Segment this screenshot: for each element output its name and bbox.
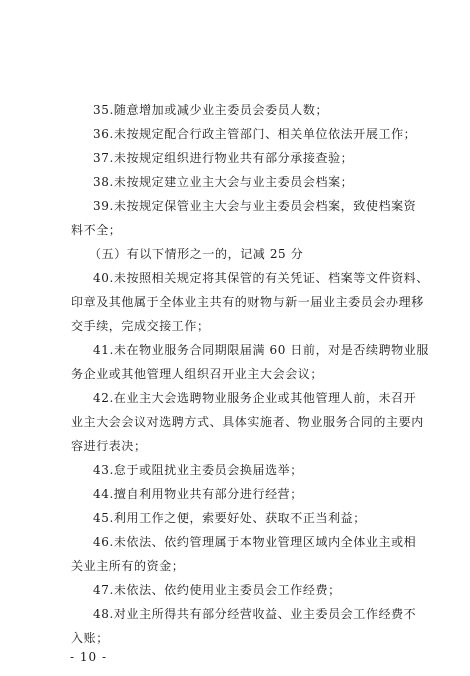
item-43: 43.怠于或阻扰业主委员会换届选举；	[93, 463, 303, 477]
item-39: 39.未按规定保管业主大会与业主委员会档案，致使档案资	[93, 199, 417, 213]
item-41-cont: 务企业或其他管理人组织召开业主大会会议；	[71, 367, 324, 381]
page-number: - 10 -	[70, 650, 108, 664]
item-44: 44.擅自利用物业共有部分进行经营；	[93, 487, 303, 501]
item-42: 42.在业主大会选聘物业服务企业或其他管理人前，未召开	[93, 391, 417, 405]
item-46: 46.未依法、依约管理属于本物业管理区域内全体业主或相	[93, 535, 417, 549]
item-40-cont-2: 交手续，完成交接工作；	[71, 319, 210, 333]
item-35: 35.随意增加或减少业主委员会委员人数；	[93, 103, 329, 117]
item-42-cont-1: 业主大会会议对选聘方式、具体实施者、物业服务合同的主要内	[71, 415, 424, 429]
section-heading: （五）有以下情形之一的，记减 25 分	[89, 247, 304, 261]
item-41: 41.未在物业服务合同期限届满 60 日前，对是否续聘物业服	[93, 343, 429, 357]
item-45: 45.利用工作之便，索要好处、获取不正当利益；	[93, 511, 366, 525]
item-40: 40.未按照相关规定将其保管的有关凭证、档案等文件资料、	[93, 271, 429, 285]
item-47: 47.未依法、依约使用业主委员会工作经费；	[93, 583, 341, 597]
item-37: 37.未按规定组织进行物业共有部分承接查验；	[93, 151, 354, 165]
item-48-cont: 入账；	[71, 631, 109, 645]
item-48: 48.对业主所得共有部分经营收益、业主委员会工作经费不	[93, 607, 417, 621]
item-40-cont-1: 印章及其他属于全体业主共有的财物与新一届业主委员会办理移	[71, 295, 424, 309]
item-38: 38.未按规定建立业主大会与业主委员会档案；	[93, 175, 354, 189]
item-42-cont-2: 容进行表决；	[71, 439, 147, 453]
item-46-cont: 关业主所有的资金；	[71, 559, 185, 573]
item-36: 36.未按规定配合行政主管部门、相关单位依法开展工作；	[93, 127, 417, 141]
item-39-cont: 料不全；	[71, 223, 122, 237]
